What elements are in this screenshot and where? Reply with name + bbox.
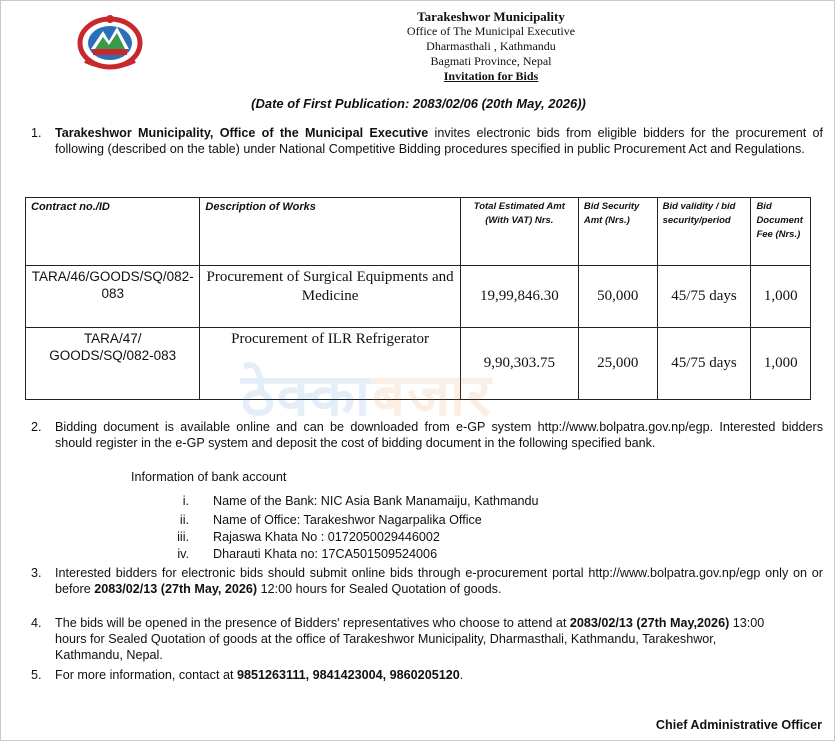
notice-title: Invitation for Bids bbox=[443, 69, 539, 83]
header-description: Description of Works bbox=[200, 198, 460, 266]
row-1-description: Procurement of Surgical Equipments and Medicine bbox=[200, 266, 460, 328]
row-1-fee: 1,000 bbox=[751, 266, 811, 328]
item-1-number: 1. bbox=[31, 126, 42, 140]
header-validity: Bid validity / bid security/period bbox=[657, 198, 751, 266]
header-contract: Contract no./ID bbox=[26, 198, 200, 266]
row-2-amount: 9,90,303.75 bbox=[460, 328, 578, 400]
signoff: Chief Administrative Officer bbox=[655, 718, 822, 732]
municipality-name: Tarakeshwor Municipality bbox=[417, 9, 565, 24]
office-name: Office of The Municipal Executive bbox=[406, 24, 576, 38]
municipality-emblem-icon bbox=[75, 13, 145, 71]
item-1-body: invites electronic bids from eligible bidders for the procurement of following (described on the table) under National Competitive Bidding procedures specified in public Procurement Act and Regulations. bbox=[55, 126, 824, 156]
item-3-text: Interested bidders for electronic bids should submit online bids through e-procurement portal http://www.bolpatra.gov.np/egp only on or before 2083/02/13 (27th May, 2026) 12:00 hours for Sealed Quotation of goods. bbox=[55, 566, 823, 596]
item-4-number: 4. bbox=[31, 616, 42, 630]
bank-item-1-roman: i. bbox=[182, 494, 189, 508]
item-4-opening-date: 2083/02/13 (27th May,2026) bbox=[569, 616, 730, 630]
contact-numbers: 9851263111, 9841423004, 9860205120 bbox=[236, 668, 460, 682]
bank-item-3: Rajaswa Khata No : 0172050029446002 bbox=[213, 530, 440, 544]
bank-item-2: Name of Office: Tarakeshwor Nagarpalika Office bbox=[213, 513, 482, 527]
bank-item-4: Dharauti Khata no: 17CA501509524006 bbox=[213, 547, 438, 561]
row-1-contract: TARA/46/GOODS/SQ/082-083 bbox=[26, 266, 200, 328]
table-row bbox=[26, 266, 811, 328]
item-1-bold: Tarakeshwor Municipality, Office of the Municipal Executive bbox=[55, 126, 429, 140]
row-2-validity: 45/75 days bbox=[657, 328, 751, 400]
item-4-text: The bids will be opened in the presence of Bidders' representatives who choose to attend at 2083/02/13 (27th May,2026) 13:00 hours for Sealed Quotation of goods at the office of Tarakeshwor Municipality, Dharmasthali, Kathmandu, Tarakeshwor, Kathmandu, Nepal. bbox=[55, 616, 765, 662]
header-amount: Total Estimated Amt (With VAT) Nrs. bbox=[460, 198, 578, 266]
item-1-text bbox=[55, 125, 823, 157]
publication-date: (Date of First Publication: 2083/02/06 (20th May, 2026)) bbox=[251, 96, 586, 111]
row-2-fee: 1,000 bbox=[751, 328, 811, 400]
row-1-amount: 19,99,846.30 bbox=[460, 266, 578, 328]
item-5-text: For more information, contact at 9851263111, 9841423004, 9860205120. bbox=[55, 668, 464, 682]
province-line: Bagmati Province, Nepal bbox=[430, 54, 552, 68]
item-2-number: 2. bbox=[31, 420, 42, 434]
row-2-description: Procurement of ILR Refrigerator bbox=[200, 328, 460, 400]
notice-header bbox=[341, 9, 641, 84]
header-security: Bid Security Amt (Nrs.) bbox=[578, 198, 657, 266]
watermark-logo: ठेक्काबजार bbox=[241, 361, 493, 429]
row-2-security: 25,000 bbox=[578, 328, 657, 400]
row-2-contract: TARA/47/ GOODS/SQ/082-083 bbox=[26, 328, 200, 400]
office-address: Dharmasthali , Kathmandu bbox=[426, 39, 556, 53]
item-3-deadline: 2083/02/13 (27th May, 2026) bbox=[94, 582, 258, 596]
item-5-number: 5. bbox=[31, 668, 42, 682]
item-2-text: Bidding document is available online and can be downloaded from e-GP system http://www.bolpatra.gov.np/egp. Interested bidders should register in the e-GP system and deposit the cost of bidding document in the following specified bank. bbox=[55, 420, 823, 450]
row-1-security: 50,000 bbox=[578, 266, 657, 328]
bank-item-3-roman: iii. bbox=[177, 530, 189, 544]
row-1-validity: 45/75 days bbox=[657, 266, 751, 328]
bank-item-4-roman: iv. bbox=[177, 547, 189, 561]
bank-item-2-roman: ii. bbox=[179, 513, 189, 527]
item-3-number: 3. bbox=[31, 566, 42, 580]
bank-item-1: Name of the Bank: NIC Asia Bank Manamaiju, Kathmandu bbox=[213, 494, 539, 508]
bank-heading: Information of bank account bbox=[131, 470, 287, 484]
table-header-row bbox=[26, 198, 811, 266]
header-fee: Bid Document Fee (Nrs.) bbox=[751, 198, 811, 266]
